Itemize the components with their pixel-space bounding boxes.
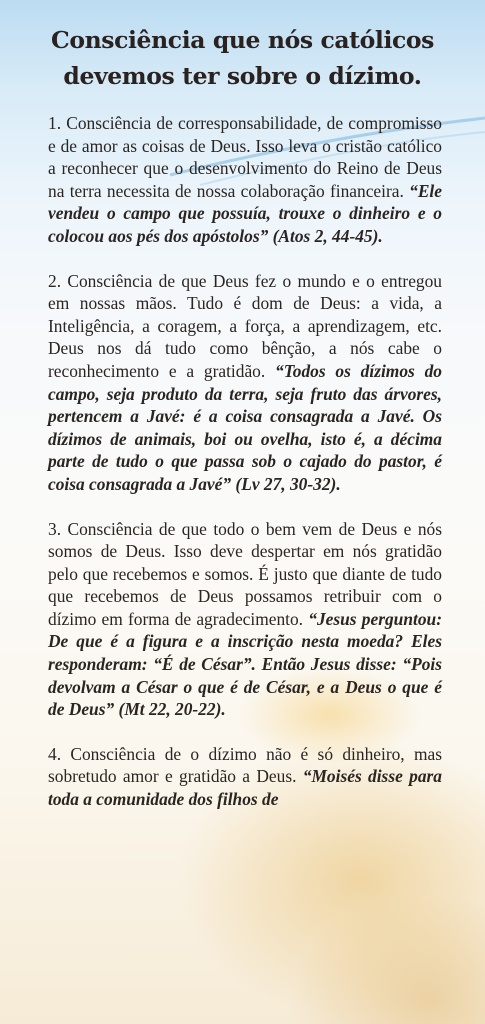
article-body: [48, 112, 442, 833]
paragraph-4-text: 4. Consciência de o dízimo não é só dinheiro, mas sobretudo amor e gratidão a Deus.: [48, 743, 442, 787]
paragraph-1: [48, 112, 442, 248]
paragraph-3-text: 3. Consciência de que todo o bem vem de Deus e nós somos de Deus. Isso deve despertar em nós gratidão pelo que recebemos e somos. É justo que diante de tudo que recebemos de Deus possamos retribuir com o dízimo em forma de agradecimento.: [48, 518, 442, 629]
page-title: [0, 22, 485, 94]
paragraph-3-quote: “Jesus perguntou: De que é a figura e a inscrição nesta moeda? Eles responderam: “É de César”. Então Jesus disse: “Pois devolvam a César o que é de César, e a Deus o que é de Deus” (Mt 22, 20-22).: [48, 608, 442, 720]
paragraph-2-quote: “Todos os dízimos do campo, seja produto da terra, seja fruto das árvores, pertencem a Javé: é a coisa consagrada a Javé. Os dízimos de animais, boi ou ovelha, isto é, a décima parte de tudo o que passa sob o cajado do pastor, é coisa consagrada a Javé” (Lv 27, 30-32).: [48, 360, 442, 494]
paragraph-4-quote: “Moisés disse para toda a comunidade dos filhos de: [48, 766, 442, 810]
paragraph-1-text: 1. Consciência de corresponsabilidade, de compromisso e de amor as coisas de Deus. Isso leva o cristão católico a reconhecer que o desenvolvimento do Reino de Deus na terra necessita de nossa colaboração financeira.: [48, 113, 442, 201]
paragraph-3: [48, 518, 442, 721]
paragraph-1-quote: “Ele vendeu o campo que possuía, trouxe o dinheiro e o colocou aos pés dos apóstolos” (Atos 2, 44-45).: [48, 180, 442, 246]
title-line-1: Consciência que nós católicos: [51, 26, 434, 54]
title-line-2: devemos ter sobre o dízimo.: [63, 62, 422, 90]
paragraph-2: [48, 270, 442, 496]
paragraph-4: [48, 743, 442, 811]
paragraph-2-text: 2. Consciência de que Deus fez o mundo e o entregou em nossas mãos. Tudo é dom de Deus: a vida, a Inteligência, a coragem, a força, a aprendizagem, etc. Deus nos dá tudo como bênção, a nós cabe o reconhecimento e a gratidão.: [48, 270, 442, 381]
